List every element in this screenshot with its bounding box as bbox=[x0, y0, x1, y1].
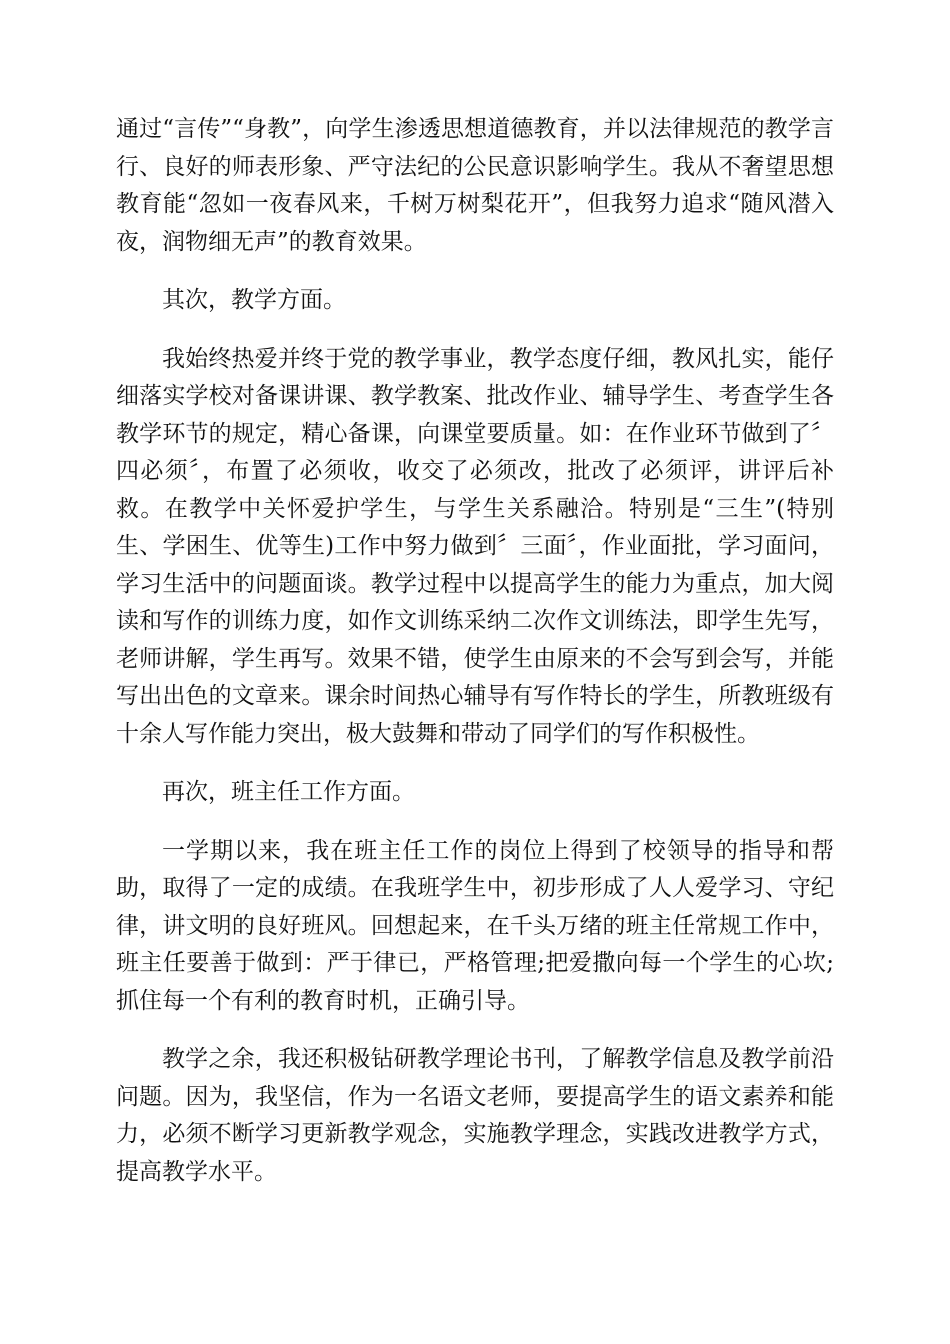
section-heading-teaching: 其次，教学方面。 bbox=[162, 287, 346, 313]
paragraph-continuation: 通过“言传”“身教”，向学生渗透思想道德教育，并以法律规范的教学言行、良好的师表形象、严守法纪的公民意识影响学生。我从不奢望思想教育能“忽如一夜春风来，千树万树梨花开”，但我努力追求“随风潜入夜，润物细无声”的教育效果。 bbox=[116, 116, 834, 255]
section-heading-class-teacher: 再次，班主任工作方面。 bbox=[162, 779, 415, 805]
paragraph-class-teacher: 一学期以来，我在班主任工作的岗位上得到了校领导的指导和帮助，取得了一定的成绩。在我班学生中，初步形成了人人爱学习、守纪律，讲文明的良好班风。回想起来，在千头万绪的班主任常规工作中，班主任要善于做到：严于律已，严格管理;把爱撒向每一个学生的心坎;抓住每一个有利的教育时机，正确引导。 bbox=[116, 837, 834, 1014]
paragraph-teaching: 我始终热爱并终于党的教学事业，教学态度仔细，教风扎实，能仔细落实学校对备课讲课、教学教案、批改作业、辅导学生、考查学生各教学环节的规定，精心备课，向课堂要质量。如：在作业环节做到了〞四必须〞，布置了必须收，收交了必须改，批改了必须评，讲评后补救。在教学中关怀爱护学生，与学生关系融洽。特别是“三生”(特别生、学困生、优等生)工作中努力做到〞三面〞，作业面批，学习面问，学习生活中的问题面谈。教学过程中以提高学生的能力为重点，加大阅读和写作的训练力度，如作文训练采纳二次作文训练法，即学生先写，老师讲解，学生再写。效果不错，使学生由原来的不会写到会写，并能写出出色的文章来。课余时间热心辅导有写作特长的学生，所教班级有十余人写作能力突出，极大鼓舞和带动了同学们的写作积极性。 bbox=[116, 345, 834, 747]
paragraph-study: 教学之余，我还积极钻研教学理论书刊，了解教学信息及教学前沿问题。因为，我坚信，作为一名语文老师，要提高学生的语文素养和能力，必须不断学习更新教学观念，实施教学理念，实践改进教学方式，提高教学水平。 bbox=[116, 1046, 834, 1185]
document-body bbox=[116, 111, 834, 1191]
